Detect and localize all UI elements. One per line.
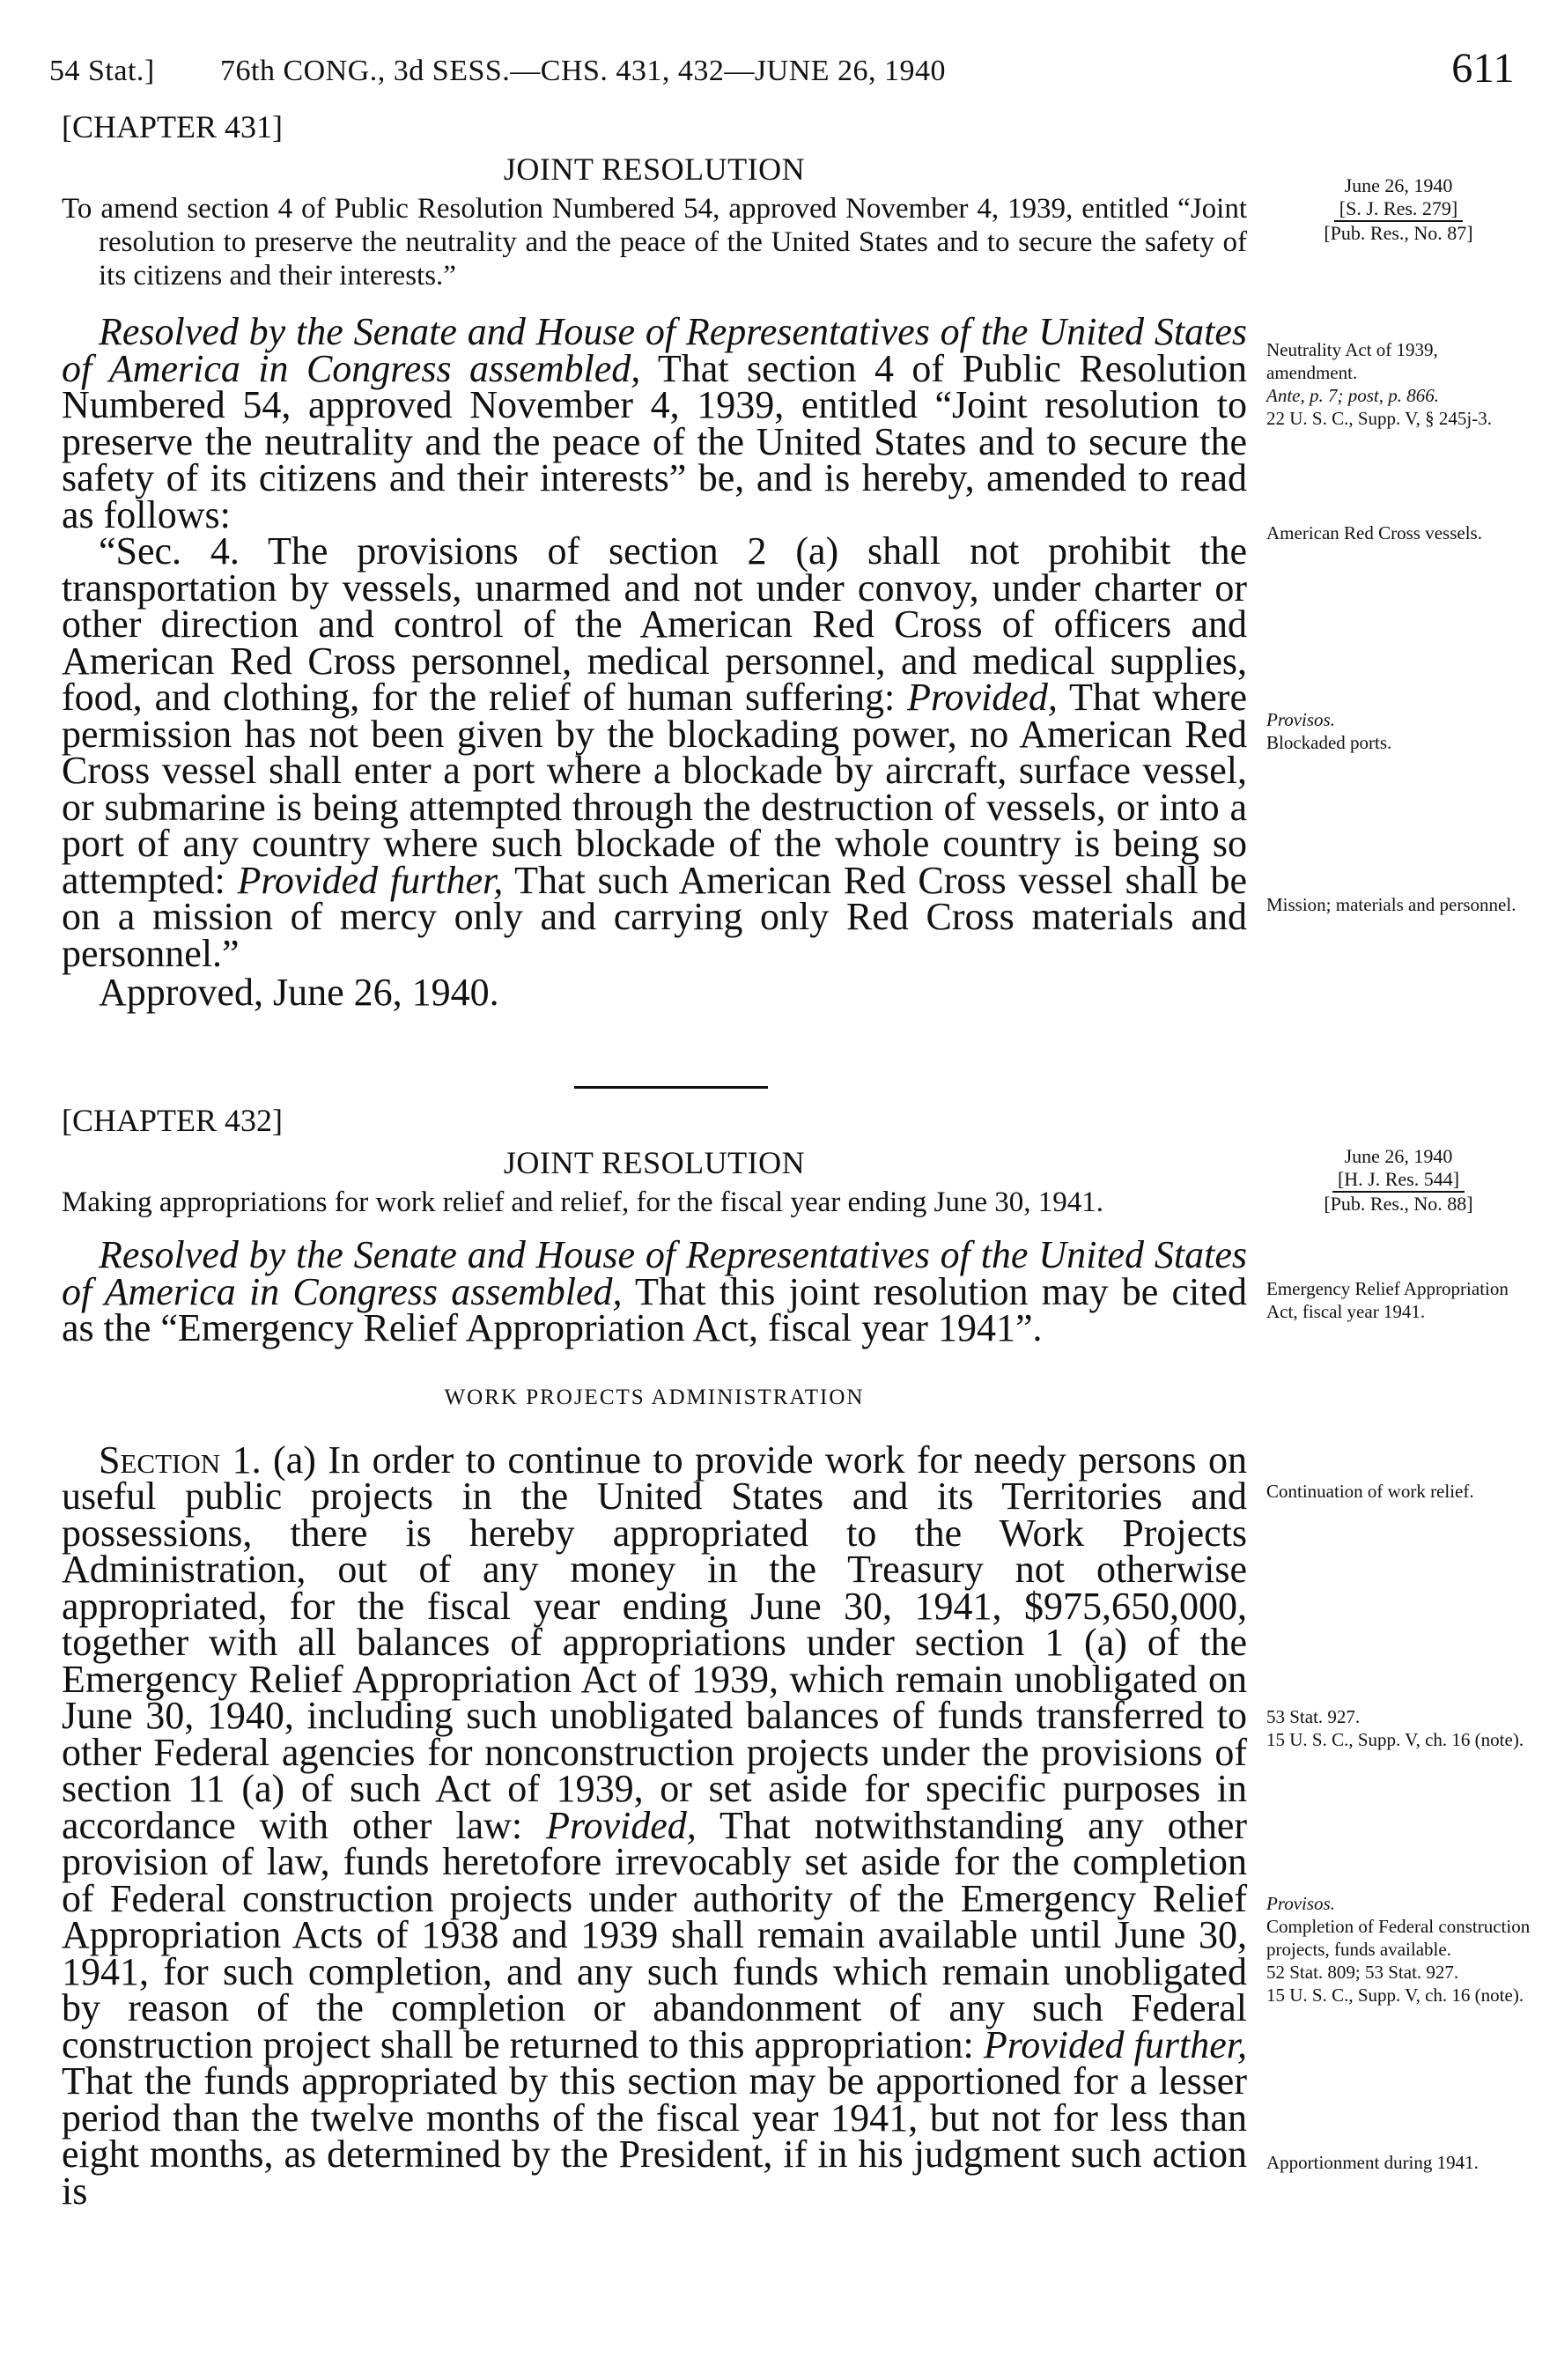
- chapter-431-approved: Approved, June 26, 1940.: [99, 971, 499, 1014]
- enacting-clause-italic-432: Resolved by the Senate and House of Representatives of the United States of America in Congress assembled,: [62, 1233, 1247, 1313]
- margin-note-provisos: [1266, 708, 1531, 754]
- margin-note-53-stat: [1266, 1705, 1531, 1751]
- margin-note-continuation: Continuation of work relief.: [1266, 1481, 1474, 1502]
- chapter-432-section-1: [62, 1438, 1248, 2213]
- section-4-part-c: That such American Red Cross vessel shall be on a mission of mercy only and carrying only Red Cross materials and personnel.”: [62, 858, 1248, 975]
- enacting-clause-italic: Resolved by the Senate and House of Representatives of the United States of America in Congress assembled,: [62, 310, 1247, 390]
- section-1-lead: Section 1.: [99, 1438, 262, 1482]
- enacting-clause-text-432: That this joint resolution may be cited as the “Emergency Relief Appropriation Act, fiscal year 1941”.: [62, 1269, 1247, 1349]
- section-heading-wpa: WORK PROJECTS ADMINISTRATION: [444, 1385, 865, 1409]
- margin-note-neutrality-title: Neutrality Act of 1939, amendment.: [1266, 339, 1438, 383]
- margin-note-neutrality-ante: Ante, p. 7; post, p. 866.: [1266, 385, 1439, 406]
- margin-note-neutrality: [1266, 338, 1531, 430]
- chapter-432: [62, 1101, 1248, 2213]
- section-1-paragraph: [62, 1438, 1248, 2213]
- margin-note-provisos-label: Provisos.: [1266, 709, 1335, 730]
- margin-note-52-stat: 52 Stat. 809; 53 Stat. 927.: [1266, 1962, 1459, 1983]
- section-1-part-c: That the funds appropriated by this section may be apportioned for a lesser period than the twelve months of the fiscal year 1941, but not for less than eight months, as determined by the President, if in his judgment such action is: [62, 2059, 1247, 2213]
- chapter-432-stamp: [1266, 1145, 1531, 1216]
- page-number: 611: [1451, 45, 1515, 92]
- margin-note-provisos-432-label: Provisos.: [1266, 1893, 1335, 1914]
- chapter-431-stamp: [1266, 174, 1531, 245]
- margin-note-mission: Mission; materials and personnel.: [1266, 894, 1516, 915]
- margin-note-15-usc: 15 U. S. C., Supp. V, ch. 16 (note).: [1266, 1985, 1524, 2006]
- stamp-date-432: June 26, 1940: [1344, 1145, 1453, 1167]
- stamp-pubres: [Pub. Res., No. 87]: [1324, 222, 1473, 244]
- section-1-part-b: That notwithstanding any other provision of law, funds heretofore irrevocably set aside for the completion of Federal construction projects under authority of the Emergency Relief Appropriation Acts of 1938 and 1939 shall remain available until June 30, 1941, for such completion, and any such funds which remain unobligated by reason of the completion or abandonment of any such Federal construction project shall be returned to this appropriation:: [62, 1803, 1248, 2066]
- stamp-hjres: [H. J. Res. 544]: [1332, 1168, 1465, 1193]
- margin-note-53-stat-usc: 15 U. S. C., Supp. V, ch. 16 (note).: [1266, 1729, 1524, 1750]
- margin-note-provisos-432: [1266, 1892, 1531, 2007]
- stamp-pubres-432: [Pub. Res., No. 88]: [1324, 1193, 1473, 1215]
- section-4-part-a: The provisions of section 2 (a) shall not prohibit the transportation by vessels, unarmed and not under convoy, under charter or other direction and control of the American Red Cross of officers and American Red Cross personnel, medical personnel, and medical supplies, food, and clothing, for the relief of human suffering:: [62, 529, 1247, 719]
- margin-note-red-cross: American Red Cross vessels.: [1266, 522, 1482, 543]
- chapter-432-enacting-clause: [62, 1233, 1247, 1349]
- chapter-separator-rule: [574, 1086, 768, 1089]
- chapter-431-enacting-clause: [62, 310, 1247, 536]
- section-4-lead: “Sec. 4.: [99, 529, 240, 573]
- chapter-431-title-text: To amend section 4 of Public Resolution Numbered 54, approved November 4, 1939, entitled “Joint resolution to preserve the neutrality and the peace of the United States and to secure the safety of its citizens and their interests.”: [62, 193, 1247, 292]
- running-head-session: 76th CONG., 3d SESS.—CHS. 431, 432—JUNE 26, 1940: [220, 55, 947, 87]
- section-1-part-a: (a) In order to continue to provide work for needy persons on useful public projects in the United States and its Territories and possessions, there is hereby appropriated to the Work Projects Administration, out of any money in the Treasury not otherwise appropriated, for the fiscal year ending June 30, 1941, $975,650,000, together with all balances of appropriations under section 1 (a) of the Emergency Relief Appropriation Act of 1939, which remain unobligated on June 30, 1940, including such unobligated balances of funds transferred to other Federal agencies for nonconstruction projects under the provisions of section 11 (a) of such Act of 1939, or set aside for specific purposes in accordance with other law:: [62, 1438, 1247, 1847]
- proviso-label-432: Provided,: [546, 1803, 697, 1847]
- margin-note-emergency-relief: Emergency Relief Appropriation Act, fiscal year 1941.: [1266, 1278, 1509, 1322]
- chapter-432-label: [CHAPTER 432]: [62, 1103, 283, 1138]
- proviso-further-label: Provided further,: [237, 858, 504, 902]
- chapter-431-kind: JOINT RESOLUTION: [503, 152, 806, 187]
- margin-note-apportionment: Apportionment during 1941.: [1266, 2152, 1479, 2173]
- margin-note-53-stat-cite: 53 Stat. 927.: [1266, 1706, 1361, 1727]
- enacting-clause-text: That section 4 of Public Resolution Numbered 54, approved November 4, 1939, entitled “Joint resolution to preserve the neutrality and the peace of the United States and to secure the safety of its citizens and their interests” be, and is hereby, amended to read as follows:: [62, 346, 1247, 536]
- section-4-part-b: That where permission has not been given by the blockading power, no American Red Cross vessel shall enter a port where a blockade by aircraft, surface vessel, or submarine is being attempted through the destruction of vessels, or into a port of any country where such blockade of the whole country is being so attempted:: [62, 676, 1247, 902]
- chapter-432-kind: JOINT RESOLUTION: [503, 1145, 806, 1180]
- stamp-date: June 26, 1940: [1344, 174, 1453, 196]
- proviso-label: Provided,: [907, 676, 1058, 719]
- margin-note-blockaded: Blockaded ports.: [1266, 732, 1392, 753]
- chapter-432-title: [62, 1186, 1247, 1219]
- stamp-sjres: [S. J. Res. 279]: [1334, 197, 1463, 222]
- chapter-431-section-4: [62, 529, 1248, 975]
- chapter-431-body: [62, 310, 1248, 975]
- margin-note-neutrality-usc: 22 U. S. C., Supp. V, § 245j-3.: [1266, 408, 1492, 429]
- chapter-431-title: [62, 192, 1247, 292]
- margin-note-completion: Completion of Federal construction projects, funds available.: [1266, 1916, 1531, 1960]
- chapter-431-label: [CHAPTER 431]: [62, 109, 283, 144]
- proviso-further-label-432: Provided further,: [983, 2022, 1248, 2066]
- running-head-volume: 54 Stat.]: [49, 55, 155, 87]
- chapter-432-enacting: [62, 1233, 1247, 1349]
- chapter-432-title-text: Making appropriations for work relief and relief, for the fiscal year ending June 30, 1941.: [62, 1186, 1104, 1218]
- chapter-431: [62, 107, 1247, 1012]
